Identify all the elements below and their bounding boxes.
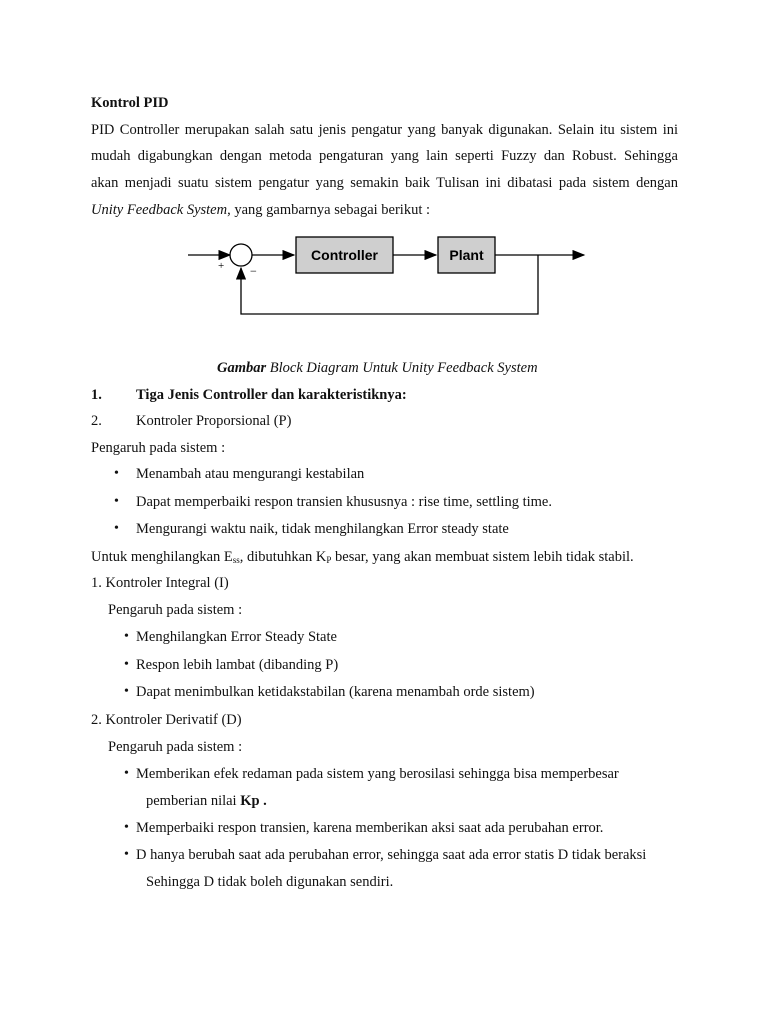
summing-junction [230, 244, 252, 266]
integral-title: 1. Kontroler Integral (I) [91, 575, 229, 591]
intro-italic-term: Unity Feedback System [91, 202, 228, 218]
p-note-sub-kp: P [326, 555, 332, 565]
intro-line-3: akan menjadi suatu sistem pengatur yang semakin baik Tulisan ini dibatasi pada sistem dengan [91, 175, 678, 191]
derivative-effect-label: Pengaruh pada sistem : [108, 739, 243, 755]
derivative-bullet-1-text: pemberian nilai [146, 793, 241, 809]
bullet-icon: • [114, 494, 119, 509]
bullet-icon: • [114, 466, 119, 481]
bullet-icon: • [124, 847, 129, 862]
p-note-part-b: , dibutuhkan K [239, 549, 327, 565]
derivative-bullet-1-line-1: Memberikan efek redaman pada sistem yang berosilasi sehingga bisa memperbesar [136, 766, 619, 782]
kp-bold-term: Kp . [240, 793, 267, 809]
bullet-icon: • [124, 766, 129, 781]
minus-sign: − [250, 264, 257, 278]
derivative-bullet-1-line-2 [146, 792, 267, 810]
bullet-icon: • [124, 629, 129, 644]
bullet-icon: • [124, 684, 129, 699]
p-note-part-a: Untuk menghilangkan E [91, 549, 233, 565]
p-bullet-3: Mengurangi waktu naik, tidak menghilangkan Error steady state [136, 521, 509, 537]
derivative-bullet-3-line-2: Sehingga D tidak boleh digunakan sendiri. [146, 874, 394, 890]
derivative-title: 2. Kontroler Derivatif (D) [91, 712, 242, 728]
section-2-number: 2. [91, 413, 102, 429]
p-bullet-1: Menambah atau mengurangi kestabilan [136, 466, 365, 482]
plus-sign: + [218, 260, 225, 272]
integral-effect-label: Pengaruh pada sistem : [108, 602, 243, 618]
integral-bullet-2: Respon lebih lambat (dibanding P) [136, 657, 339, 673]
derivative-bullet-2: Memperbaiki respon transien, karena memberikan aksi saat ada perubahan error. [136, 820, 604, 836]
p-note [91, 548, 634, 569]
plant-label: Plant [449, 247, 484, 263]
intro-line-4 [91, 201, 430, 219]
p-effect-label: Pengaruh pada sistem : [91, 440, 226, 456]
intro-line-4-rest: , yang gambarnya sebagai berikut : [227, 202, 431, 218]
caption-bold: Gambar [217, 360, 267, 376]
integral-bullet-3: Dapat menimbulkan ketidakstabilan (karena menambah orde sistem) [136, 684, 535, 700]
integral-bullet-1: Menghilangkan Error Steady State [136, 629, 337, 645]
controller-label: Controller [311, 247, 378, 263]
bullet-icon: • [114, 521, 119, 536]
section-1-title: Tiga Jenis Controller dan karakteristiknya: [136, 387, 407, 403]
block-diagram [180, 228, 600, 328]
bullet-icon: • [124, 820, 129, 835]
document-title: Kontrol PID [91, 95, 169, 111]
p-note-sub-ess: ss [232, 555, 240, 565]
p-note-part-c: besar, yang akan membuat sistem lebih tidak stabil. [331, 549, 634, 565]
intro-line-2: mudah digabungkan dengan metoda pengaturan yang lain seperti Fuzzy dan Robust. Sehingga [91, 148, 678, 164]
bullet-icon: • [124, 657, 129, 672]
caption-rest: Block Diagram Untuk Unity Feedback System [266, 360, 538, 376]
intro-line-1: PID Controller merupakan salah satu jenis pengatur yang banyak digunakan. Selain itu sistem ini [91, 122, 678, 138]
figure-caption [217, 359, 538, 377]
section-2-title: Kontroler Proporsional (P) [136, 413, 292, 429]
p-bullet-2: Dapat memperbaiki respon transien khususnya : rise time, settling time. [136, 494, 552, 510]
section-1-number: 1. [91, 387, 102, 403]
derivative-bullet-3-line-1: D hanya berubah saat ada perubahan error, sehingga saat ada error statis D tidak beraksi [136, 847, 647, 863]
